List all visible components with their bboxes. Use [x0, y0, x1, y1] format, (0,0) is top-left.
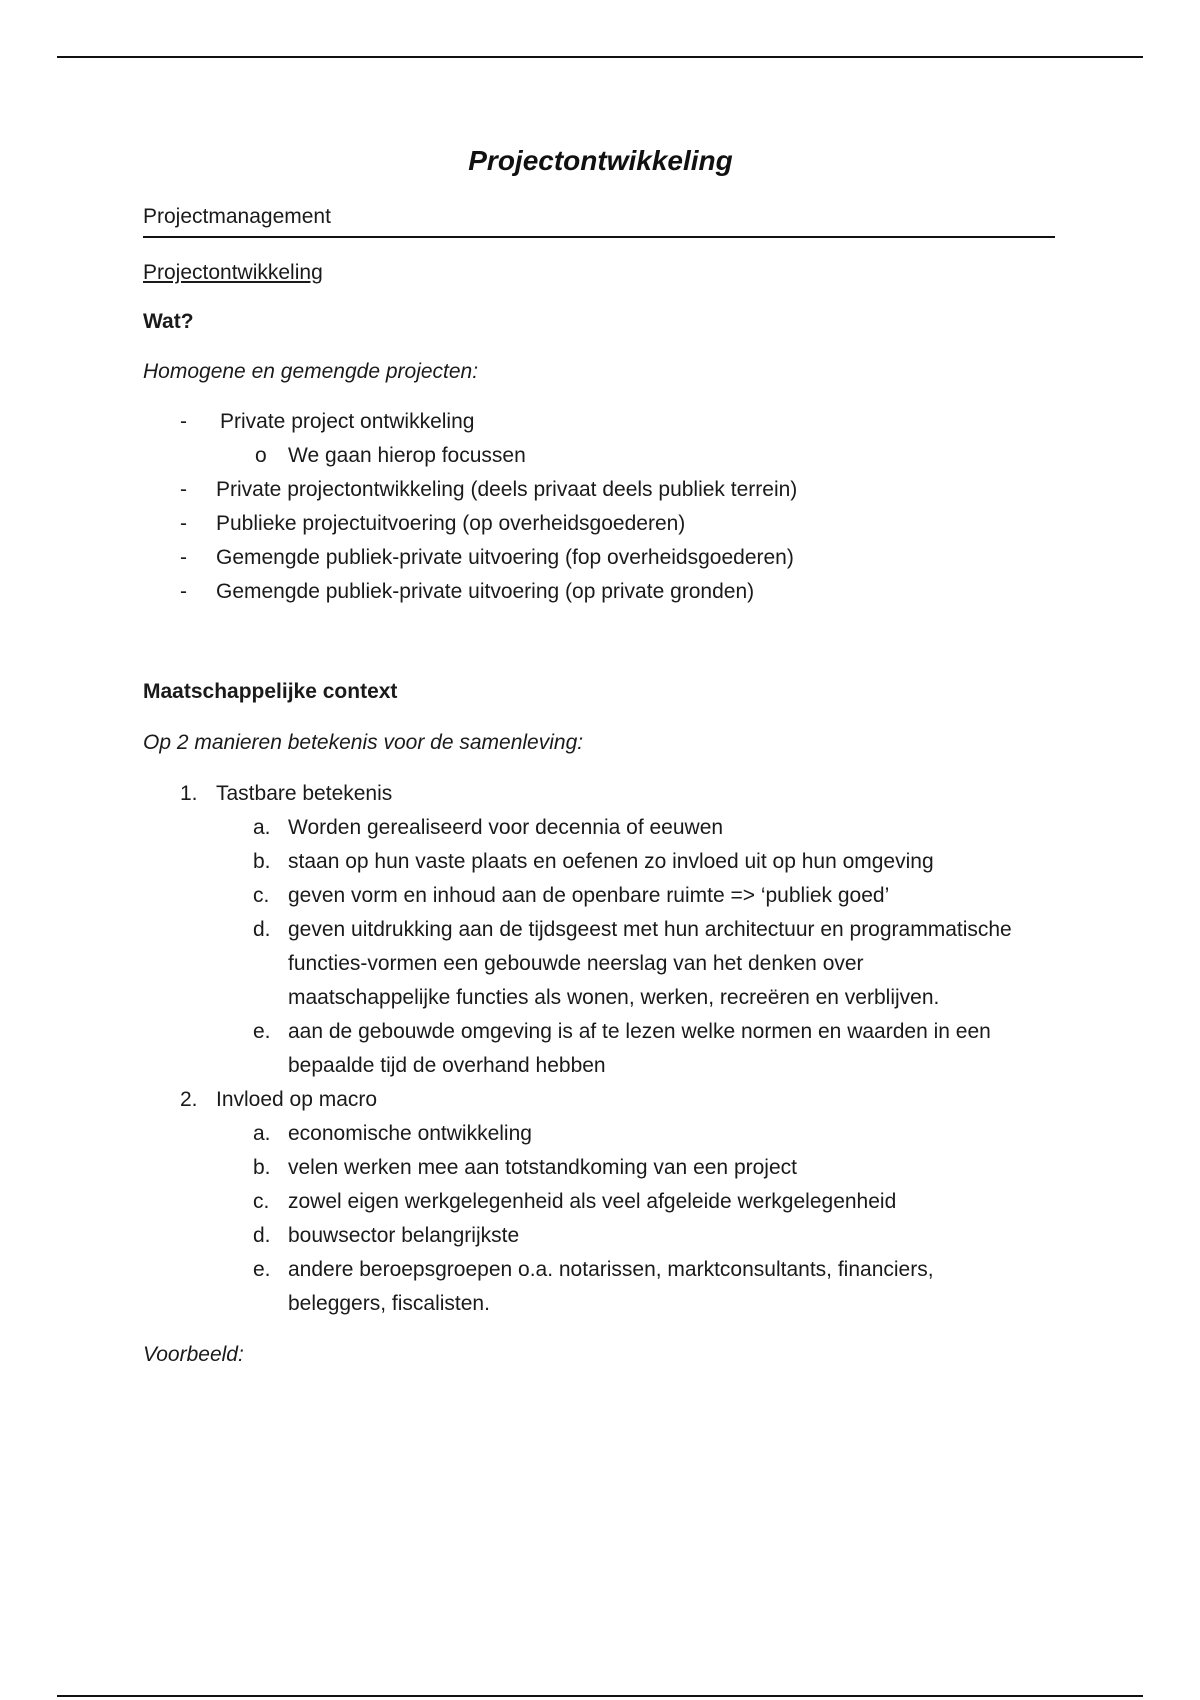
sublist-item-continuation: bepaalde tijd de overhand hebben	[288, 1054, 606, 1077]
context-intro: Op 2 manieren betekenis voor de samenleving:	[143, 731, 584, 754]
wat-heading: Wat?	[143, 310, 194, 333]
sublist-item: geven uitdrukking aan de tijdsgeest met hun architectuur en programmatische	[288, 918, 1012, 941]
list-item: We gaan hierop focussen	[288, 444, 526, 467]
page-top-rule	[57, 56, 1143, 58]
sublist-item-marker: a.	[253, 816, 271, 839]
list-item-marker: 1.	[180, 782, 198, 805]
list-item-marker: o	[255, 444, 267, 467]
sublist-item-continuation: beleggers, fiscalisten.	[288, 1292, 490, 1315]
list-item-marker: 2.	[180, 1088, 198, 1111]
sublist-item: bouwsector belangrijkste	[288, 1224, 520, 1247]
sublist-item-marker: a.	[253, 1122, 271, 1145]
context-heading: Maatschappelijke context	[143, 680, 398, 703]
header-label: Projectmanagement	[143, 205, 331, 228]
sublist-item: staan op hun vaste plaats en oefenen zo invloed uit op hun omgeving	[288, 850, 934, 873]
list-item: Gemengde publiek-private uitvoering (op private gronden)	[216, 580, 755, 603]
sublist-item: zowel eigen werkgelegenheid als veel afgeleide werkgelegenheid	[288, 1190, 897, 1213]
sublist-item-continuation: functies-vormen een gebouwde neerslag van het denken over	[288, 952, 864, 975]
sublist-item: andere beroepsgroepen o.a. notarissen, marktconsultants, financiers,	[288, 1258, 934, 1281]
sublist-item-marker: c.	[253, 1190, 270, 1213]
sublist-item-marker: b.	[253, 1156, 271, 1179]
wat-intro: Homogene en gemengde projecten:	[143, 360, 479, 383]
list-item: Tastbare betekenis	[216, 782, 393, 805]
example-label: Voorbeeld:	[143, 1343, 244, 1366]
list-item: Private project ontwikkeling	[220, 410, 475, 433]
list-item-marker: -	[180, 512, 187, 535]
sublist-item: Worden gerealiseerd voor decennia of eeuwen	[288, 816, 724, 839]
section-link[interactable]: Projectontwikkeling	[143, 261, 323, 284]
list-item: Gemengde publiek-private uitvoering (fop overheidsgoederen)	[216, 546, 794, 569]
list-item: Private projectontwikkeling (deels privaat deels publiek terrein)	[216, 478, 798, 501]
sublist-item-marker: e.	[253, 1020, 271, 1043]
sublist-item: economische ontwikkeling	[288, 1122, 532, 1145]
list-item-marker: -	[180, 478, 187, 501]
sublist-item-marker: c.	[253, 884, 270, 907]
list-item-marker: -	[180, 546, 187, 569]
header-rule	[143, 236, 1055, 238]
document-title: Projectontwikkeling	[468, 145, 733, 176]
sublist-item-marker: d.	[253, 918, 271, 941]
sublist-item-marker: d.	[253, 1224, 271, 1247]
list-item-marker: -	[180, 580, 187, 603]
sublist-item: aan de gebouwde omgeving is af te lezen welke normen en waarden in een	[288, 1020, 991, 1043]
sublist-item-marker: e.	[253, 1258, 271, 1281]
list-item-marker: -	[180, 410, 187, 433]
list-item: Publieke projectuitvoering (op overheidsgoederen)	[216, 512, 686, 535]
page-bottom-rule	[57, 1695, 1143, 1697]
sublist-item: geven vorm en inhoud aan de openbare ruimte => ‘publiek goed’	[288, 884, 890, 907]
sublist-item: velen werken mee aan totstandkoming van een project	[288, 1156, 797, 1179]
sublist-item-marker: b.	[253, 850, 271, 873]
list-item: Invloed op macro	[216, 1088, 378, 1111]
sublist-item-continuation: maatschappelijke functies als wonen, werken, recreëren en verblijven.	[288, 986, 940, 1009]
